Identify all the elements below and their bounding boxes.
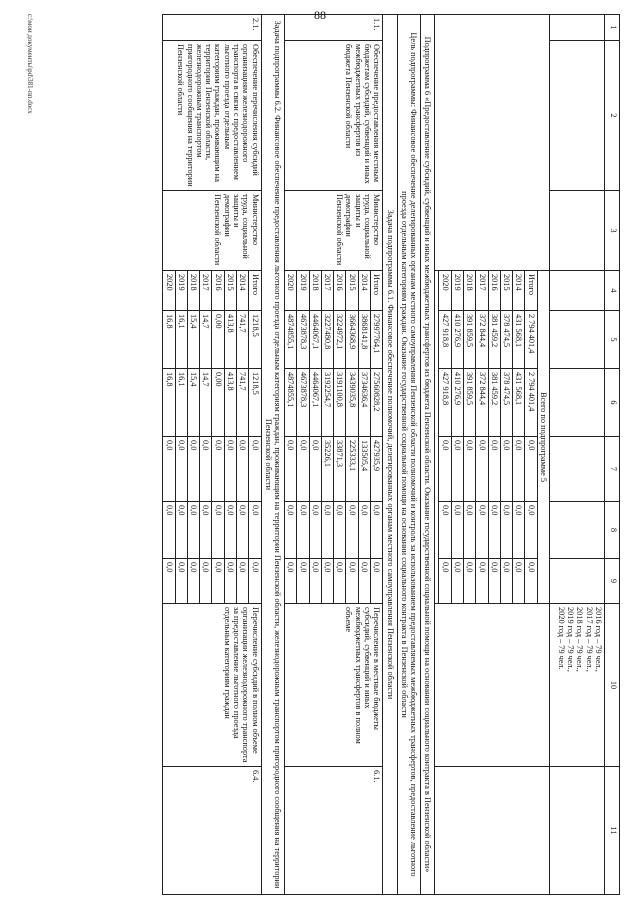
col-num: 7 xyxy=(605,437,620,502)
page-number: 88 xyxy=(314,8,326,22)
table-row: 2018 15,4 15,4 0,0 0,0 0,0 xyxy=(187,15,199,895)
total-row: 2015 378 474,5 378 474,5 0,0 0,0 0,0 xyxy=(500,15,512,895)
total-row: Итого 2 794 401,4 2 794 401,4 0,0 0,0 0,0 xyxy=(525,15,537,895)
col-num: 4 xyxy=(605,271,620,311)
table-row: 2015 413,8 413,8 0,0 0,0 0,0 xyxy=(224,15,236,895)
subprogram-total-label: Всего по подпрограмме 5 xyxy=(537,271,549,604)
total-row: 2018 391 859,5 391 859,5 0,0 0,0 0,0 xyxy=(464,15,476,895)
table-row: 2014 741,7 741,7 0,0 0,0 0,0 xyxy=(236,15,248,895)
col-num: 1 xyxy=(605,15,620,41)
indicator-ref: 6.1. xyxy=(285,767,383,895)
col-num: 6 xyxy=(605,369,620,437)
col-num: 11 xyxy=(605,767,620,895)
total-row: 2016 381 459,2 381 459,2 0,0 0,0 0,0 xyxy=(488,15,500,895)
indicator-ref: 6.4. xyxy=(163,767,261,895)
table-row: 1.1. Обеспечение предоставления местным бюджетам субсидий, субвенций и иных межбюджетных трансфертов из бюджета Пензенской области Министерство труда, социальной защиты и демографии Пензенской области Итого 27997764,1 27560828,2 427935,9 0,0 0,0 Перечисление в местные бюджеты субсидий, субвенций и иных межбюджетных трансфертов в полном объеме 6.1. xyxy=(371,15,383,895)
task-6-1: Задача подпрограммы 6.1. Финансовое обеспечение полномочий, делегированных органам местного самоуправления Пензенской области xyxy=(383,15,397,895)
total-row: 2020 427 918,8 427 918,8 0,0 0,0 0,0 xyxy=(439,15,451,895)
subprogram-goal: Цель подпрограммы: Финансовое обеспечение делегированных органам местного самоуправления Пензенской области полномочий и контроль за использованием предоставляемых межбюджетных трансфертов, предоставление льготного проезда отдельным категориям граждан. Оказание государственной социальной помощи на основании социального контракта в Пензенской области xyxy=(397,15,421,895)
table-row: 2019 16,1 16,1 0,0 0,0 0,0 xyxy=(175,15,187,895)
measure-name: Обеспечение предоставления местным бюджетам субсидий, субвенций и иных межбюджетных трансфертов из бюджета Пензенской области xyxy=(285,41,383,191)
table-row: 2015 3664368,9 3439035,8 225333,1 0,0 0,0 xyxy=(346,15,358,895)
col-num: 5 xyxy=(605,311,620,369)
table-row: 2019 4673878,3 4673878,3 0,0 0,0 0,0 xyxy=(297,15,309,895)
task-6-2: Задача подпрограммы 6.2. Финансовое обеспечение предоставления льготного проезда отдельным категориям граждан, проживающим на территории Пензенской области, железнодорожным транспортом пригородного сообщения на территории Пензенской области xyxy=(261,15,285,895)
table-row: 2020 4874855,1 4874855,1 0,0 0,0 0,0 xyxy=(285,15,297,895)
measure-name: Обеспечение перечисления субсидий организациям железнодорожного транспорта в связи с предоставлением льготного проезда отдельным категориям граждан, проживающим на территории Пензенской области, железнодорожным транспортом пригородного сообщения на территории Пензенской области xyxy=(163,41,261,191)
table-row: 2017 14,7 14,7 0,0 0,0 0,0 xyxy=(200,15,212,895)
col-num: 2 xyxy=(605,41,620,191)
table-row: 2018 4464067,1 4464067,1 0,0 0,0 0,0 xyxy=(309,15,321,895)
table-row: 2.1. Обеспечение перечисления субсидий организациям железнодорожного транспорта в связи с предоставлением льготного проезда отдельным категориям граждан, проживающим на территории Пензенской области, железнодорожным транспортом пригородного сообщения на территории Пензенской области Министерство труда, социальной защиты и демографии Пензенской области Итого 1218,5 1218,5 0,0 0,0 0,0 Перечисление субсидий в полном объеме организации железнодорожного транспорта за предоставление льготного проезда отдельным категориям граждан 6.4. xyxy=(249,15,261,895)
result-text: Перечисление в местные бюджеты субсидий, субвенций и иных межбюджетных трансфертов в полном объеме xyxy=(285,604,383,767)
column-number-row xyxy=(605,15,620,895)
carryover-row xyxy=(550,15,605,895)
executor: Министерство труда, социальной защиты и демографии Пензенской области xyxy=(285,191,383,271)
col-num: 3 xyxy=(605,191,620,271)
col-num: 8 xyxy=(605,502,620,559)
table-row: 2020 16,8 16,8 0,0 0,0 0,0 xyxy=(163,15,175,895)
subprogram-title: Подпрограмма 6 «Предоставление субсидий, субвенций и иных межбюджетных трансфертов из бюджета Пензенской области. Оказание государственной социальной помощи на основании социального контракта в Пензенской области» xyxy=(421,15,435,895)
total-row: 2017 372 844,4 372 844,4 0,0 0,0 0,0 xyxy=(476,15,488,895)
table-row: 2016 3224972,1 3191100,8 33871,3 0,0 0,0 xyxy=(334,15,346,895)
task2-row xyxy=(261,15,285,895)
total-row: 2019 410 276,9 410 276,9 0,0 0,0 0,0 xyxy=(451,15,463,895)
program-table xyxy=(162,14,620,895)
carryover-years: 2016 год – 79 чел., 2017 год – 79 чел., 2018 год – 79 чел., 2019 год – 79 чел., 2020 год – 79 чел. xyxy=(550,604,605,767)
table-row: 2016 0,00 0,00 0,0 0,0 0,0 xyxy=(212,15,224,895)
subprogram-title-row xyxy=(421,15,435,895)
file-path-footer: c:\мои документы\pd\381-пп.docx xyxy=(26,14,34,114)
rotated-table-sheet xyxy=(20,14,620,894)
total-row: 2014 431 568,1 431 568,1 0,0 0,0 0,0 xyxy=(513,15,525,895)
col-num: 9 xyxy=(605,559,620,604)
task1-row xyxy=(383,15,397,895)
col-num: 10 xyxy=(605,604,620,767)
table-row: 2017 3227480,8 3192254,7 35226,1 0,0 0,0 xyxy=(321,15,333,895)
goal-row xyxy=(397,15,421,895)
result-text: Перечисление субсидий в полном объеме организации железнодорожного транспорта за предоставление льготного проезда отдельным категориям граждан xyxy=(163,604,261,767)
executor: Министерство труда, социальной защиты и демографии Пензенской области xyxy=(163,191,261,271)
subprogram-total-label-row xyxy=(537,15,549,895)
table-row: 2014 3868141,8 3734636,4 133505,4 0,0 0,0 xyxy=(358,15,370,895)
